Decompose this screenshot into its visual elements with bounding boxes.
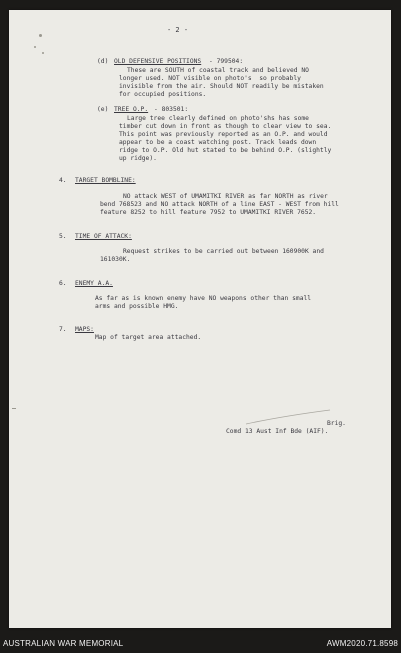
paper-speck: [12, 408, 16, 409]
section-4-heading: TARGET BOMBLINE:: [75, 177, 136, 184]
section-7-number: 7.: [59, 326, 67, 333]
section-7-heading: MAPS:: [75, 326, 94, 333]
document-page: [9, 10, 391, 628]
item-e-line-3: This point was previously reported as an O.P. and would: [119, 131, 328, 138]
item-e-line-2: timber cut down in front as though to clear view to sea.: [119, 123, 332, 130]
signature-title: Comd 13 Aust Inf Bde (AIF).: [226, 428, 329, 435]
item-d-line-3: invisible from the air. Should NOT readily be mistaken: [119, 83, 324, 90]
item-d-heading: OLD DEFENSIVE POSITIONS: [114, 58, 202, 65]
section-6-heading: ENEMY A.A.: [75, 280, 113, 287]
section-6-line-1: As far as is known enemy have NO weapons other than small: [95, 295, 312, 302]
section-5-line-2: 161030K.: [100, 256, 131, 263]
item-e-line-4: appear to be a coast watching post. Track leads down: [119, 139, 317, 146]
section-4-line-2: bend 768523 and NO attack NORTH of a line EAST - WEST from hill: [100, 201, 339, 208]
section-5-number: 5.: [59, 233, 67, 240]
section-7-line-1: Map of target area attached.: [95, 334, 202, 341]
section-5-line-1: Request strikes to be carried out between 160900K and: [123, 248, 324, 255]
item-d-line-2: longer used. NOT visible on photo's so probably: [119, 75, 301, 82]
item-e-line-6: up ridge).: [119, 155, 157, 162]
item-d-line-4: for occupied positions.: [119, 91, 207, 98]
pencil-mark: [244, 408, 334, 428]
item-e-heading: TREE O.P.: [114, 106, 149, 113]
item-e-ref: - 803501:: [154, 106, 189, 113]
paper-speck: [39, 34, 42, 37]
footer-institution: AUSTRALIAN WAR MEMORIAL: [3, 639, 124, 648]
section-4-line-1: NO attack WEST of UMAMITKI RIVER as far NORTH as river: [123, 193, 328, 200]
item-d-ref: - 799504:: [209, 58, 244, 65]
footer-accession-number: AWM2020.71.8598: [326, 639, 398, 648]
paper-speck: [42, 52, 44, 54]
paper-speck: [34, 46, 36, 48]
page-number: - 2 -: [167, 26, 189, 34]
signature-rank: Brig.: [327, 420, 346, 427]
section-6-number: 6.: [59, 280, 67, 287]
item-e-line-1: Large tree clearly defined on photo'shs has some: [127, 115, 309, 122]
section-6-line-2: arms and possible HMG.: [95, 303, 179, 310]
item-d-label: (d): [97, 58, 109, 65]
item-e-line-5: ridge to O.P. Old hut stated to be behind O.P. (slightly: [119, 147, 332, 154]
section-4-number: 4.: [59, 177, 67, 184]
section-5-heading: TIME OF ATTACK:: [75, 233, 132, 240]
item-e-label: (e): [97, 106, 109, 113]
section-4-line-3: feature 8252 to hill feature 7952 to UMAMITKI RIVER 7652.: [100, 209, 317, 216]
item-d-line-1: These are SOUTH of coastal track and believed NO: [127, 67, 309, 74]
